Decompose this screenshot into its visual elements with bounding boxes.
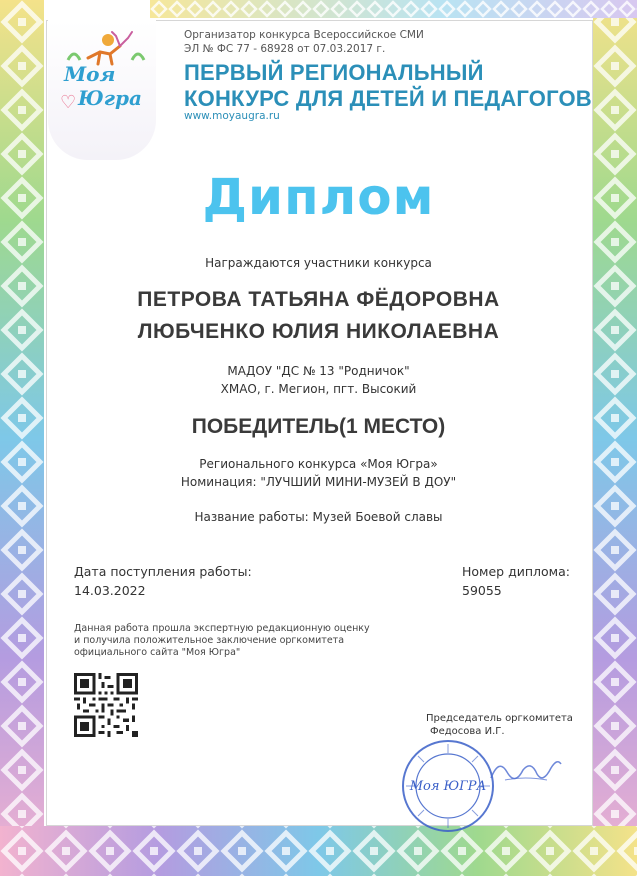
contest-title-line1: ПЕРВЫЙ РЕГИОНАЛЬНЫЙ (184, 60, 484, 85)
work-title: Название работы: Музей Боевой славы (194, 510, 443, 524)
nomination-text: Номинация: "ЛУЧШИЙ МИНИ-МУЗЕЙ В ДОУ" (180, 475, 457, 489)
contest-title-line2: КОНКУРС ДЛЯ ДЕТЕЙ И ПЕДАГОГОВ (184, 86, 592, 111)
contest-title (184, 60, 592, 112)
review-note-line: официального сайта "Моя Югра" (74, 647, 241, 658)
participant-name: ЛЮБЧЕНКО ЮЛИЯ НИКОЛАЕВНА (137, 320, 500, 343)
contest-name: Регионального конкурса «Моя Югра» (199, 457, 438, 471)
logo-text-line2: Югра (78, 86, 142, 110)
organizer-text: Организатор конкурса Всероссийское СМИ (184, 29, 424, 41)
institution-location: ХМАО, г. Мегион, пгт. Высокий (220, 382, 417, 396)
diploma-title: Диплом (202, 168, 435, 226)
diploma-number-label: Номер диплома: (462, 564, 570, 579)
top-ornament-pattern (150, 0, 637, 18)
date-value: 14.03.2022 (74, 583, 146, 598)
result-title: ПОБЕДИТЕЛЬ(1 МЕСТО) (191, 415, 446, 438)
date-label: Дата поступления работы: (74, 564, 252, 579)
logo-heart-icon: ♡ (60, 92, 77, 113)
review-note (74, 623, 370, 659)
bottom-ornament-pattern (0, 826, 637, 876)
chair-title: Председатель оргкомитета (426, 713, 573, 724)
top-ornament-border (150, 0, 637, 18)
website-link[interactable]: www.moyaugra.ru (184, 110, 280, 122)
logo-text-line1: Моя (64, 62, 116, 86)
review-note-line: и получила положительное заключение оргкомитета (74, 635, 345, 646)
registration-text: ЭЛ № ФС 77 - 68928 от 07.03.2017 г. (184, 43, 386, 55)
stamp-text: Моя ЮГРА (409, 779, 487, 794)
qr-code (74, 673, 138, 737)
official-stamp (400, 738, 496, 834)
institution-name: МАДОУ "ДС № 13 "Родничок" (227, 364, 410, 378)
moya-yugra-logo (48, 20, 156, 160)
awarded-text: Награждаются участники конкурса (205, 256, 432, 270)
bottom-ornament-border (0, 826, 637, 876)
participant-name: ПЕТРОВА ТАТЬЯНА ФЁДОРОВНА (137, 288, 500, 311)
chair-name: Федосова И.Г. (430, 726, 505, 737)
handwritten-signature (485, 750, 565, 790)
diploma-number-value: 59055 (462, 583, 502, 598)
review-note-line: Данная работа прошла экспертную редакционную оценку (74, 623, 370, 634)
